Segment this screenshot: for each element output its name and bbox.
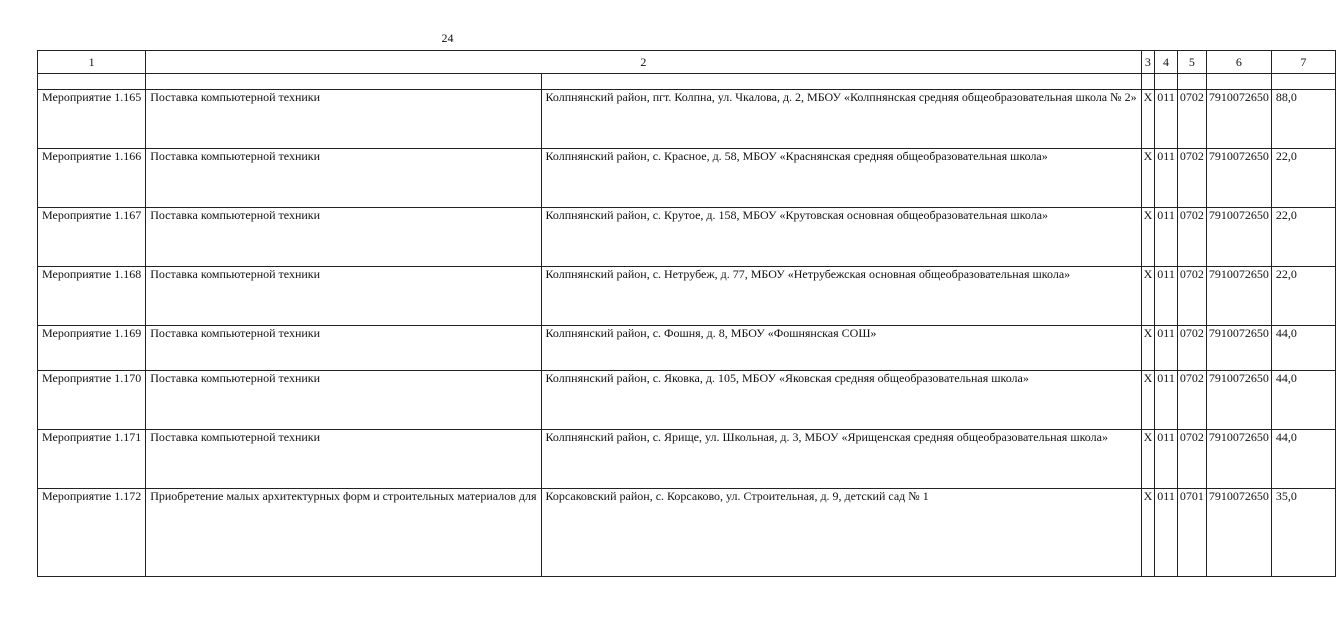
code-cell-4: 011 — [1155, 489, 1178, 577]
action-cell: Поставка компьютерной техники — [146, 326, 541, 371]
event-cell: Мероприятие 1.171 — [38, 430, 146, 489]
address-cell: Колпнянский район, с. Фошня, д. 8, МБОУ «Фошнянская СОШ» — [541, 326, 1141, 371]
amount-cell: 44,0 — [1271, 326, 1335, 371]
code-cell-6: 7910072650 — [1206, 208, 1271, 267]
action-cell: Поставка компьютерной техники — [146, 371, 541, 430]
table-row — [38, 371, 1336, 430]
amount-cell: 88,0 — [1271, 90, 1335, 149]
amount-cell: 22,0 — [1271, 208, 1335, 267]
mark-cell: X — [1141, 90, 1155, 149]
event-cell: Мероприятие 1.167 — [38, 208, 146, 267]
code-cell-6: 7910072650 — [1206, 489, 1271, 577]
mark-cell: X — [1141, 430, 1155, 489]
amount-cell: 44,0 — [1271, 430, 1335, 489]
amount-cell: 35,0 — [1271, 489, 1335, 577]
code-cell-4: 011 — [1155, 149, 1178, 208]
event-cell: Мероприятие 1.170 — [38, 371, 146, 430]
code-cell-4: 011 — [1155, 326, 1178, 371]
code-cell-4: 011 — [1155, 208, 1178, 267]
address-cell: Колпнянский район, с. Крутое, д. 158, МБОУ «Крутовская основная общеобразовательная школа» — [541, 208, 1141, 267]
spacer-row — [38, 74, 1336, 90]
code-cell-5: 0701 — [1177, 489, 1206, 577]
action-cell: Поставка компьютерной техники — [146, 267, 541, 326]
address-cell: Колпнянский район, с. Ярище, ул. Школьная, д. 3, МБОУ «Ярищенская средняя общеобразовательная школа» — [541, 430, 1141, 489]
header-cell-7: 7 — [1271, 51, 1335, 74]
table-row — [38, 149, 1336, 208]
event-cell: Мероприятие 1.166 — [38, 149, 146, 208]
header-cell-1: 1 — [38, 51, 146, 74]
mark-cell: X — [1141, 326, 1155, 371]
mark-cell: X — [1141, 371, 1155, 430]
code-cell-4: 011 — [1155, 90, 1178, 149]
amount-cell: 22,0 — [1271, 149, 1335, 208]
code-cell-4: 011 — [1155, 371, 1178, 430]
page-number: 24 — [441, 31, 454, 45]
amount-cell: 22,0 — [1271, 267, 1335, 326]
code-cell-6: 7910072650 — [1206, 326, 1271, 371]
address-cell: Колпнянский район, с. Яковка, д. 105, МБОУ «Яковская средняя общеобразовательная школа» — [541, 371, 1141, 430]
code-cell-5: 0702 — [1177, 149, 1206, 208]
action-cell: Поставка компьютерной техники — [146, 430, 541, 489]
code-cell-6: 7910072650 — [1206, 149, 1271, 208]
address-cell: Колпнянский район, с. Красное, д. 58, МБОУ «Краснянская средняя общеобразовательная школа» — [541, 149, 1141, 208]
code-cell-6: 7910072650 — [1206, 90, 1271, 149]
action-cell: Приобретение малых архитектурных форм и строительных материалов для — [146, 489, 541, 577]
header-cell-5: 5 — [1177, 51, 1206, 74]
mark-cell: X — [1141, 489, 1155, 577]
code-cell-5: 0702 — [1177, 430, 1206, 489]
event-cell: Мероприятие 1.172 — [38, 489, 146, 577]
code-cell-5: 0702 — [1177, 267, 1206, 326]
column-number-header — [38, 51, 1336, 74]
table-row — [38, 90, 1336, 149]
code-cell-5: 0702 — [1177, 90, 1206, 149]
event-cell: Мероприятие 1.165 — [38, 90, 146, 149]
event-cell: Мероприятие 1.169 — [38, 326, 146, 371]
code-cell-4: 011 — [1155, 430, 1178, 489]
header-cell-3: 3 — [1141, 51, 1155, 74]
amount-cell: 44,0 — [1271, 371, 1335, 430]
mark-cell: X — [1141, 267, 1155, 326]
address-cell: Колпнянский район, с. Нетрубеж, д. 77, МБОУ «Нетрубежская основная общеобразовательная школа» — [541, 267, 1141, 326]
event-cell: Мероприятие 1.168 — [38, 267, 146, 326]
action-cell: Поставка компьютерной техники — [146, 149, 541, 208]
address-cell: Колпнянский район, пгт. Колпна, ул. Чкалова, д. 2, МБОУ «Колпнянская средняя общеобразовательная школа № 2» — [541, 90, 1141, 149]
code-cell-5: 0702 — [1177, 326, 1206, 371]
header-cell-4: 4 — [1155, 51, 1178, 74]
code-cell-6: 7910072650 — [1206, 267, 1271, 326]
table-row — [38, 267, 1336, 326]
address-cell: Корсаковский район, с. Корсаково, ул. Строительная, д. 9, детский сад № 1 — [541, 489, 1141, 577]
code-cell-4: 011 — [1155, 267, 1178, 326]
header-cell-6: 6 — [1206, 51, 1271, 74]
header-cell-2: 2 — [146, 51, 1141, 74]
code-cell-6: 7910072650 — [1206, 371, 1271, 430]
action-cell: Поставка компьютерной техники — [146, 208, 541, 267]
table-row — [38, 208, 1336, 267]
action-cell: Поставка компьютерной техники — [146, 90, 541, 149]
code-cell-6: 7910072650 — [1206, 430, 1271, 489]
mark-cell: X — [1141, 208, 1155, 267]
code-cell-5: 0702 — [1177, 371, 1206, 430]
document-table — [37, 50, 1336, 577]
mark-cell: X — [1141, 149, 1155, 208]
table-row — [38, 326, 1336, 371]
table-row — [38, 430, 1336, 489]
code-cell-5: 0702 — [1177, 208, 1206, 267]
table-row — [38, 489, 1336, 577]
